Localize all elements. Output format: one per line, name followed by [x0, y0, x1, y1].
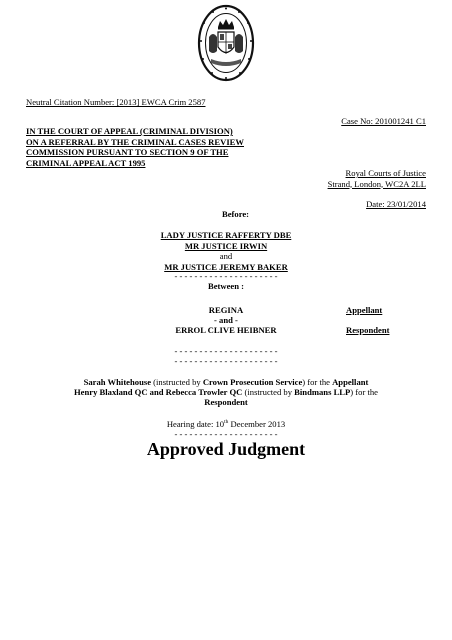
party-respondent-role: Respondent	[346, 325, 390, 335]
instructed-by-text: (instructed by	[151, 377, 203, 387]
court-heading	[26, 126, 244, 168]
judge-name: LADY JUSTICE RAFFERTY DBE	[160, 230, 292, 240]
party-respondent-name: ERROL CLIVE HEIBNER	[175, 325, 277, 335]
judge-name: MR JUSTICE IRWIN	[184, 240, 268, 251]
for-the-text: ) for the	[350, 387, 378, 397]
instructed-by-text: (instructed by	[242, 387, 295, 397]
court-heading-line: CRIMINAL APPEAL ACT 1995	[26, 157, 146, 168]
representation-line	[20, 377, 432, 388]
separator: - - - - - - - - - - - - - - - - - - - - -	[174, 356, 278, 366]
before-label: Before:	[222, 209, 250, 219]
address-line: Strand, London, WC2A 2LL	[327, 178, 426, 189]
separator: - - - - - - - - - - - - - - - - - - - - -	[174, 429, 278, 439]
separator: - - - - - - - - - - - - - - - - - - - - -	[174, 346, 278, 356]
case-number: Case No: 201001241 C1	[341, 116, 426, 126]
court-heading-line: IN THE COURT OF APPEAL (CRIMINAL DIVISION)	[26, 126, 233, 136]
hearing-date-ordinal: th	[224, 419, 229, 426]
party-appellant-role: Appellant	[346, 305, 383, 315]
hearing-date	[126, 419, 326, 430]
judge-name: MR JUSTICE JEREMY BAKER	[164, 261, 288, 272]
party-appellant-name: REGINA	[208, 305, 244, 315]
court-address	[328, 168, 426, 189]
separator: - - - - - - - - - - - - - - - - - - - - -	[174, 271, 278, 281]
party-and: - and -	[214, 315, 238, 325]
court-seal	[197, 3, 255, 83]
instructing-firm: Crown Prosecution Service	[202, 377, 303, 387]
judgment-date: Date: 23/01/2014	[366, 199, 426, 209]
judges-and: and	[219, 251, 233, 261]
court-heading-line: COMMISSION PURSUANT TO SECTION 9 OF THE	[26, 147, 229, 157]
between-label: Between :	[207, 281, 245, 291]
neutral-citation: Neutral Citation Number: [2013] EWCA Crim 2587	[26, 97, 206, 107]
address-line: Royal Courts of Justice	[345, 168, 426, 178]
instructing-firm: Bindmans LLP	[294, 387, 351, 397]
counsel-name: Henry Blaxland QC and Rebecca Trowler QC	[74, 387, 243, 397]
for-the-text: ) for the	[302, 377, 333, 387]
document-title: Approved Judgment	[146, 439, 306, 459]
court-heading-line: ON A REFERRAL BY THE CRIMINAL CASES REVIEW	[26, 136, 244, 147]
hearing-date-suffix: December 2013	[228, 419, 286, 429]
counsel-name: Sarah Whitehouse	[83, 377, 152, 387]
representation-line	[20, 387, 432, 398]
royal-crest-seal-icon	[197, 3, 255, 83]
represented-party: Respondent	[204, 397, 248, 407]
hearing-date-prefix: Hearing date: 10	[166, 419, 225, 429]
judges-list	[126, 230, 326, 272]
represented-party: Appellant	[332, 377, 369, 387]
